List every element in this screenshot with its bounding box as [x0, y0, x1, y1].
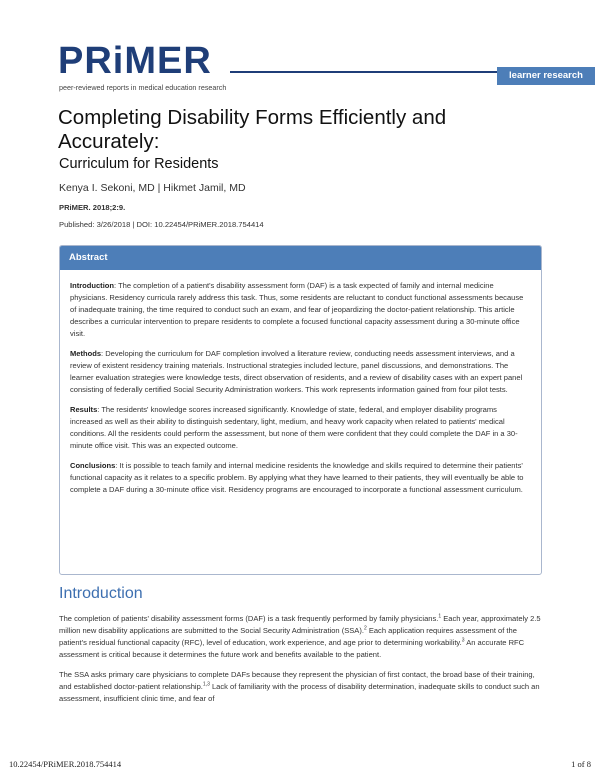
article-subtitle: Curriculum for Residents: [59, 156, 219, 172]
text-run: Lack of familiarity with the process of disability determination, inadequate skills to conduct such an assessment, insufficient clinic time, and fear of: [59, 682, 540, 704]
journal-header: [58, 40, 583, 96]
abstract-body: [60, 270, 541, 496]
text-run: Each year, approximately 2.5 million new disability applications are submitted to the Social Security Administration (SSA).: [59, 614, 541, 636]
abstract-text: : It is possible to teach family and internal medicine residents the knowledge and skills required to determine their patients' functional capacity as it relates to a specific problem. By applying what they have learned to their patients, they will eventually be able to complete a DAF during a 30-minute office visit. Residency programs are encouraged to incorporate a functional assessment curriculum.: [70, 461, 524, 495]
citation: PRiMER. 2018;2:9.: [59, 203, 126, 212]
abstract-methods: [70, 348, 530, 396]
text-run: Each application requires assessment of the patient's residual functional capacity (RFC), level of education, work experience, and age prior to determining workability.: [59, 626, 517, 648]
footer-doi: 10.22454/PRiMER.2018.754414: [9, 759, 122, 769]
primer-logo: PRiMER: [58, 40, 212, 82]
abstract-label: Methods: [70, 349, 102, 359]
reference-superscript: 3: [461, 637, 465, 644]
introduction-paragraph: [59, 669, 541, 705]
page-number: 1 of 8: [571, 759, 591, 769]
logo-subtitle: peer-reviewed reports in medical education research: [59, 83, 227, 92]
author-list: Kenya I. Sekoni, MD | Hikmet Jamil, MD: [59, 182, 246, 194]
abstract-text: : The completion of a patient's disability assessment form (DAF) is a task expected of family and internal medicine physicians. Residency curricula rarely address this task. Thus, some residents are reluctant to conduct functional assessments because of inadequate training, the time required to conduct such an exam, and fear of jeopardizing the doctor-patient relationship. This article describes a curricular intervention to prepare residents to complete a focused functional capacity assessment during a 30-minute office visit.: [70, 281, 524, 339]
reference-superscript: 1,3: [202, 681, 210, 688]
header-rule: [230, 71, 497, 73]
abstract-heading: Abstract: [60, 246, 541, 270]
abstract-text: : Developing the curriculum for DAF completion involved a literature review, conducting needs assessment interviews, and a review of existent residency training materials. Instructional strategies included lecture, panel discussions, and demonstrations. The learner evaluation strategies were knowledge tests, direct observation of residents, and a review of disability cases with an expert panel consisting of federally certified Social Security Administration workers. This work represents information gained from four pilot tests.: [70, 349, 523, 395]
article-title: Completing Disability Forms Efficiently and Accurately:: [58, 106, 447, 153]
published-doi: Published: 3/26/2018 | DOI: 10.22454/PRiMER.2018.754414: [59, 220, 264, 229]
abstract-introduction: [70, 280, 530, 340]
introduction-body: [59, 613, 541, 713]
introduction-paragraph: [59, 613, 541, 661]
reference-superscript: 1: [438, 613, 442, 620]
text-run: The completion of patients' disability assessment forms (DAF) is a task frequently performed by family physicians.: [59, 614, 439, 623]
abstract-label: Introduction: [70, 281, 115, 290]
reference-superscript: 2: [363, 625, 367, 632]
introduction-heading: Introduction: [59, 585, 143, 602]
text-run: An accurate RFC assessment is critical because it determines the future work and benefits available to the patient.: [59, 638, 525, 660]
abstract-box: [59, 245, 542, 575]
category-badge: learner research: [497, 67, 595, 85]
abstract-text: : The residents' knowledge scores increased significantly. Knowledge of state, federal, and employer disability programs increased as well as their ability to distinguish sedentary, light, medium, and heavy work capacity when related to patients' medical conditions. All the residents could perform the assessment, but none of them were confident that they could complete the DAF in a 30-minute office visit. This was an expected outcome.: [70, 405, 518, 451]
abstract-conclusions: [70, 460, 530, 496]
text-run: The SSA asks primary care physicians to complete DAFs because they represent the physician of first contact, the broad base of their training, and established doctor-patient relationship.: [59, 669, 535, 692]
abstract-results: [70, 404, 530, 452]
abstract-label: Conclusions: [70, 461, 116, 470]
abstract-label: Results: [70, 405, 98, 415]
